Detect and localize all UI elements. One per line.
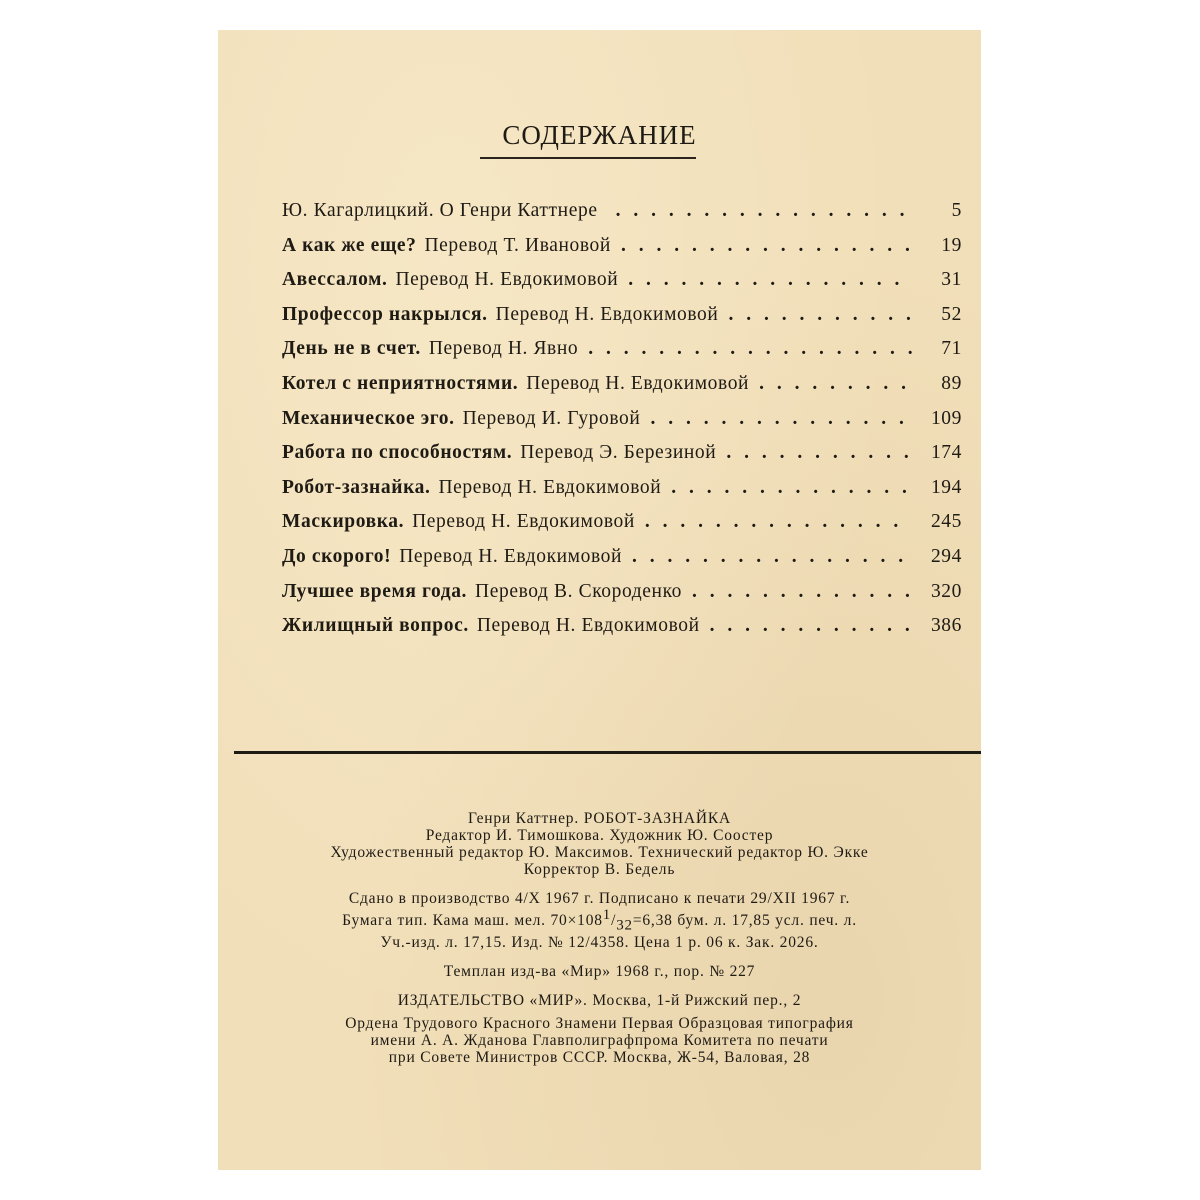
- toc-entry: [282, 511, 962, 546]
- dot-leader: [621, 235, 912, 257]
- toc-entry: [282, 546, 962, 581]
- toc-entry-title: А как же еще?: [282, 234, 417, 256]
- toc-entry-page: 245: [930, 511, 962, 533]
- dot-leader: [692, 581, 912, 603]
- toc-entry-translator: Перевод Н. Евдокимовой: [395, 269, 619, 291]
- toc-entry-page: 5: [951, 200, 962, 221]
- toc-list: [282, 200, 962, 650]
- corrector-line: Корректор В. Бедель: [523, 861, 676, 878]
- toc-entry: [282, 373, 962, 408]
- toc-entry: [282, 477, 962, 512]
- production-info: [218, 890, 981, 951]
- dot-leader: [671, 477, 912, 499]
- dot-leader: [588, 338, 912, 360]
- toc-entry-translator: Перевод Н. Евдокимовой: [399, 545, 623, 567]
- toc-entry-translator: Перевод Н. Явно: [428, 338, 579, 360]
- toc-entry: [282, 581, 962, 616]
- dot-leader: [759, 373, 912, 395]
- production-line-1: Сдано в производство 4/X 1967 г. Подписано к печати 29/XII 1967 г.: [348, 890, 851, 907]
- imprint-block: [218, 810, 981, 1078]
- dot-leader: [728, 304, 912, 326]
- toc-entry: [282, 304, 962, 339]
- toc-entry-page: 320: [930, 580, 962, 602]
- toc-entry-page: 19: [941, 234, 962, 256]
- book-page: [218, 30, 981, 1170]
- toc-entry: [282, 200, 962, 235]
- printer-line-1: Ордена Трудового Красного Знамени Первая Образцовая типография: [345, 1015, 854, 1033]
- toc-entry-translator: Перевод Н. Евдокимовой: [412, 511, 635, 533]
- toc-entry-translator: Перевод Э. Березиной: [520, 442, 717, 464]
- toc-entry: [282, 269, 962, 304]
- author-title-line: Генри Каттнер. РОБОТ-ЗАЗНАЙКА: [468, 810, 731, 827]
- toc-entry-translator: Перевод И. Гуровой: [462, 407, 641, 429]
- toc-title: СОДЕРЖАНИЕ: [502, 120, 697, 150]
- toc-entry-title: До скорого!: [282, 545, 392, 567]
- printer-info: [218, 1015, 981, 1066]
- paper-volume-text: =6,38 бум. л. 17,85 усл. печ. л.: [632, 912, 857, 930]
- toc-entry-title: День не в счет.: [282, 338, 421, 360]
- templan-line: Темплан изд-ва «Мир» 1968 г., пор. № 227: [443, 963, 756, 981]
- toc-entry-title: Работа по способностям.: [282, 442, 513, 464]
- toc-entry-page: 71: [941, 338, 962, 360]
- templan-info: [218, 963, 981, 980]
- production-line-3: Уч.-изд. л. 17,15. Изд. № 12/4358. Цена 1 р. 06 к. Зак. 2026.: [380, 934, 819, 952]
- toc-entry-title: Ю. Кагарлицкий. О Генри Каттнере: [282, 200, 598, 221]
- toc-entry-title: Механическое эго.: [282, 407, 455, 429]
- dot-leader: [632, 546, 912, 568]
- toc-entry-title: Котел с неприятностями.: [282, 372, 519, 394]
- toc-entry-title: Авессалом.: [282, 269, 388, 291]
- toc-entry-translator: Перевод Н. Евдокимовой: [438, 476, 662, 498]
- toc-entry-page: 386: [930, 615, 962, 637]
- dot-leader: [616, 200, 912, 222]
- art-editor-line: Художественный редактор Ю. Максимов. Технический редактор Ю. Экке: [330, 844, 869, 861]
- toc-entry-translator: Перевод В. Скороденко: [475, 580, 683, 602]
- fraction-numerator: 1: [602, 907, 612, 923]
- publisher-line: ИЗДАТЕЛЬСТВО «МИР». Москва, 1-й Рижский пер., 2: [397, 992, 802, 1010]
- dot-leader: [710, 615, 912, 637]
- toc-entry-page: 52: [941, 303, 962, 325]
- fraction-denominator: 32: [616, 917, 633, 934]
- toc-entry-translator: Перевод Н. Евдокимовой: [495, 303, 719, 325]
- toc-entry-title: Жилищный вопрос.: [282, 615, 469, 637]
- toc-entry-translator: Перевод Н. Евдокимовой: [526, 372, 750, 394]
- section-divider: [234, 751, 981, 754]
- printer-line-2: имени А. А. Жданова Главполиграфпрома Комитета по печати: [370, 1032, 829, 1050]
- toc-entry-title: Профессор накрылся.: [282, 303, 488, 325]
- credits: [218, 810, 981, 878]
- editor-line: Редактор И. Тимошкова. Художник Ю. Соостер: [425, 827, 774, 844]
- toc-entry-translator: Перевод Т. Ивановой: [424, 234, 611, 256]
- publisher-info: [218, 992, 981, 1009]
- toc-entry-translator: Перевод Н. Евдокимовой: [476, 615, 700, 637]
- toc-entry-page: 174: [930, 442, 962, 464]
- toc-entry: [282, 338, 962, 373]
- title-underline: [480, 157, 696, 159]
- toc-entry: [282, 408, 962, 443]
- toc-entry: [282, 235, 962, 270]
- toc-entry: [282, 615, 962, 650]
- toc-entry-title: Маскировка.: [282, 511, 405, 533]
- printer-line-3: при Совете Министров СССР. Москва, Ж-54, Валовая, 28: [388, 1049, 811, 1067]
- dot-leader: [628, 269, 912, 291]
- dot-leader: [650, 408, 912, 430]
- toc-entry-page: 294: [930, 545, 962, 567]
- toc-entry-page: 31: [941, 269, 962, 291]
- paper-format-text: Бумага тип. Кама маш. мел. 70×108: [342, 912, 603, 930]
- production-line-2: Бумага тип. Кама маш. мел. $70\times 108^1/_{32}=6,38$ бум. л. 17,85 усл. печ. л.: [342, 907, 857, 934]
- dot-leader: [645, 511, 912, 533]
- toc-entry-title: Робот-зазнайка.: [282, 476, 431, 498]
- toc-entry-page: 194: [930, 476, 962, 498]
- toc-entry-page: 109: [930, 407, 962, 429]
- toc-entry-page: 89: [941, 372, 962, 394]
- toc-entry: [282, 442, 962, 477]
- dot-leader: [726, 442, 912, 464]
- toc-entry-title: Лучшее время года.: [282, 580, 468, 602]
